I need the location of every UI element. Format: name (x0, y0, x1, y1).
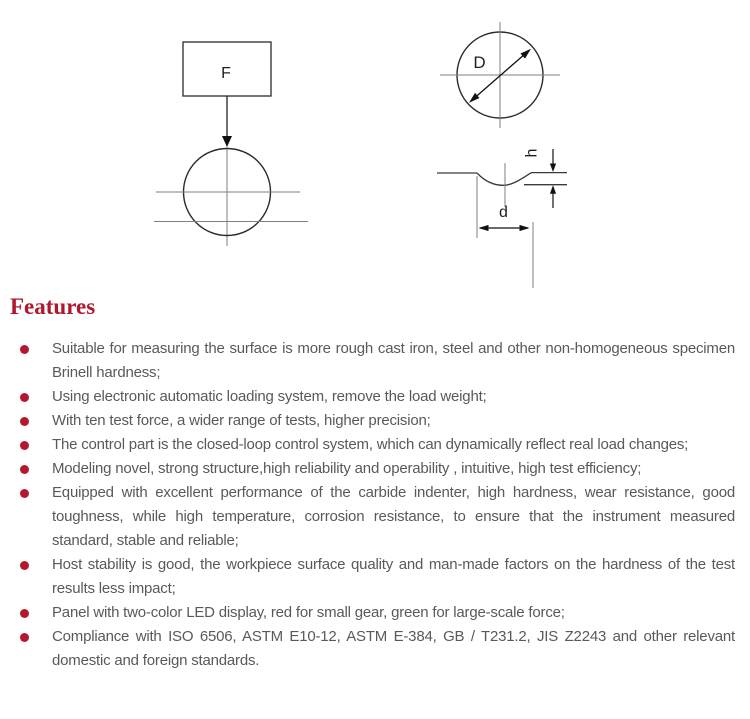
bullet-icon (20, 441, 29, 450)
ball-diameter-diagram (440, 22, 560, 128)
indentation-curve (477, 173, 532, 186)
feature-item-text: The control part is the closed-loop control system, which can dynamically reflect real load changes; (52, 436, 689, 453)
depth-arrow-head-icon (550, 164, 556, 173)
width-label: d (499, 204, 508, 221)
bullet-icon (20, 609, 29, 618)
bullet-icon (20, 393, 29, 402)
feature-item-text: Host stability is good, the workpiece surface quality and man-made factors on the hardness of the test results less impact; (52, 556, 735, 597)
force-label: F (221, 65, 231, 82)
bullet-icon (20, 633, 29, 642)
features-section (0, 293, 750, 673)
feature-list-item (10, 553, 735, 601)
feature-list-item (10, 457, 735, 481)
feature-item-text: Modeling novel, strong structure,high reliability and operability , intuitive, high test efficiency; (52, 460, 642, 477)
feature-list-item (10, 481, 735, 553)
force-indenter-diagram (154, 42, 308, 246)
feature-item-text: Suitable for measuring the surface is more rough cast iron, steel and other non-homogeneous specimen Brinell hardness; (52, 340, 735, 381)
bullet-icon (20, 417, 29, 426)
feature-list-item (10, 433, 735, 457)
force-arrow-head-icon (222, 136, 232, 147)
feature-list-item (10, 601, 735, 625)
feature-list-item (10, 625, 735, 673)
feature-list-item (10, 385, 735, 409)
feature-item-text: Compliance with ISO 6506, ASTM E10-12, ASTM E-384, GB / T231.2, JIS Z2243 and other relevant domestic and foreign standards. (52, 628, 735, 669)
technical-diagrams (0, 0, 750, 292)
width-arrow-head-icon (520, 225, 530, 231)
bullet-icon (20, 465, 29, 474)
features-list (10, 337, 735, 673)
bullet-icon (20, 561, 29, 570)
feature-item-text: Panel with two-color LED display, red for small gear, green for large-scale force; (52, 604, 565, 621)
indentation-profile-diagram (437, 149, 567, 288)
depth-arrow-head-icon (550, 185, 556, 194)
feature-item-text: Equipped with excellent performance of the carbide indenter, high hardness, wear resistance, good toughness, while high temperature, corrosion resistance, to ensure that the instrument measured standard, stable and reliable; (52, 484, 735, 549)
diameter-label: D (473, 53, 486, 72)
feature-item-text: With ten test force, a wider range of tests, higher precision; (52, 412, 431, 429)
features-heading: Features (10, 294, 96, 319)
width-arrow-head-icon (479, 225, 489, 231)
feature-list-item (10, 337, 735, 385)
feature-list-item (10, 409, 735, 433)
feature-item-text: Using electronic automatic loading system, remove the load weight; (52, 388, 487, 405)
bullet-icon (20, 489, 29, 498)
depth-label: h (523, 148, 541, 158)
bullet-icon (20, 345, 29, 354)
